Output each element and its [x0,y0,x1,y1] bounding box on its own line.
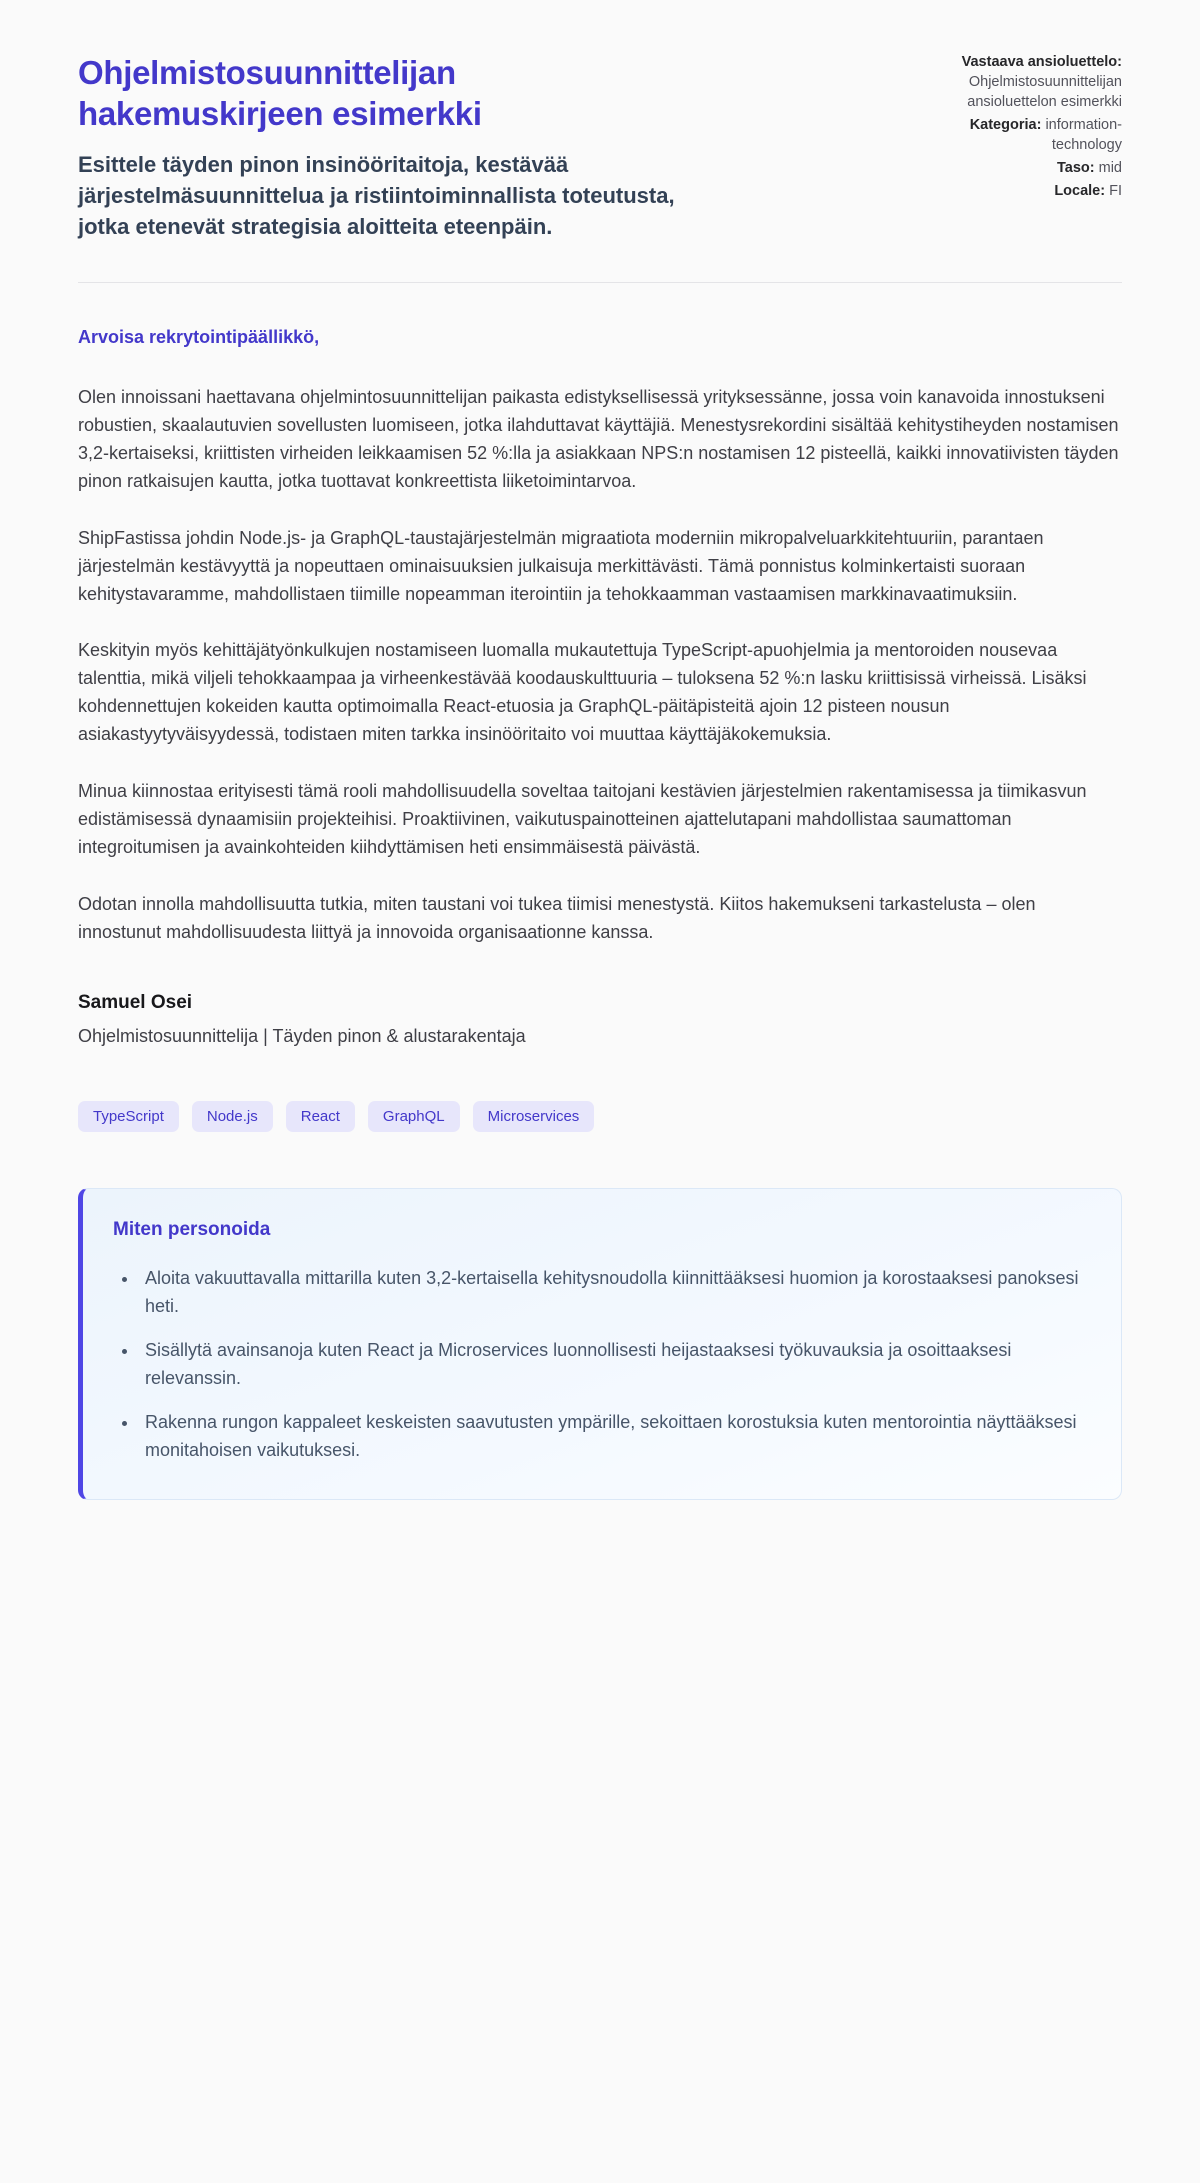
tips-title: Miten personoida [113,1219,271,1241]
signature-name: Samuel Osei [78,992,193,1014]
skill-tag-react: React [286,1101,355,1132]
meta-value-locale: FI [1109,183,1122,199]
cover-letter-page [78,0,1122,1500]
meta-row-level [940,158,1122,178]
signature-role: Ohjelmistosuunnittelija | Täyden pinon & alustarakentaja [78,1026,526,1047]
letter-paragraph-3: Keskityin myös kehittäjätyönkulkujen nostamiseen luomalla mukautettuja TypeScript-apuohjelmia ja mentoroiden nousevaa talenttia, mikä viljeli tehokkaampaa ja virheenkestävää koodauskulttuuria – tuloksena 52 %:n lasku kriittisissä virheissä. Lisäksi kohdennettujen kokeiden kautta optimoimalla React-etuosia ja GraphQL-päitäpisteitä ajoin 12 pisteen nousun asiakastyytyväisyydessä, todistaen miten tarkka insinööritaito voi muuttaa käyttäjäkokemuksia. [78,640,1087,745]
skill-tag-nodejs: Node.js [192,1101,273,1132]
personalization-tips-box [78,1188,1122,1499]
meta-row-category [940,115,1122,155]
meta-label-level: Taso: [1056,160,1095,176]
skill-tags [78,1101,1122,1132]
cover-letter-body [78,327,1122,1132]
header-divider [78,282,1122,283]
tip-item-2: • Sisällytä avainsanoja kuten React ja Microservices luonnollisesti heijastaaksesi työkuvauksia ja osoittaaksesi relevanssin. [139,1337,1085,1393]
meta-row-matching-resume [940,52,1122,112]
tip-item-1: • Aloita vakuuttavalla mittarilla kuten 3,2-kertaisella kehitysnoudolla kiinnittääksesi huomion ja korostaaksesi panoksesi heti. [139,1265,1085,1321]
meta-label-category: Kategoria: [969,117,1042,133]
meta-label-locale: Locale: [1054,183,1106,199]
skill-tag-graphql: GraphQL [368,1101,460,1132]
letter-greeting: Arvoisa rekrytointipäällikkö, [78,327,320,348]
meta-value-level: mid [1098,160,1122,176]
page-title: Ohjelmistosuunnittelijan hakemuskirjeen esimerkki [78,54,482,133]
meta-row-locale [940,181,1122,201]
letter-paragraph-5: Odotan innolla mahdollisuutta tutkia, miten taustani voi tukea tiimisi menestystä. Kiitos hakemukseni tarkastelusta – olen innostunut mahdollisuudesta liittyä ja innovoida organisaationne kanssa. [78,893,1036,942]
page-header [78,52,1122,242]
meta-value-category: information-technology [1045,117,1122,153]
letter-paragraph-4: Minua kiinnostaa erityisesti tämä rooli mahdollisuudella soveltaa taitojani kestävien järjestelmien rakentamisessa ja tiimikasvun edistämisessä dynaamisiin projekteihisi. Proaktiivinen, vaikutuspainotteinen ajattelutapani mahdollistaa saumattoman integroitumisen ja avainkohteiden kiihdyttämisen heti ensimmäisestä päivästä. [78,781,1087,857]
page-subtitle: Esittele täyden pinon insinööritaitoja, kestävää järjestelmäsuunnittelua ja ristiintoiminnallista toteutusta, jotka etenevät strategisia aloitteita eteenpäin. [78,151,675,239]
meta-value-matching-resume: Ohjelmistosuunnittelijan ansioluettelon esimerkki [967,74,1122,110]
skill-tag-microservices: Microservices [473,1101,595,1132]
meta-panel [940,52,1122,242]
header-text-block [78,52,688,242]
letter-paragraph-2: ShipFastissa johdin Node.js- ja GraphQL-taustajärjestelmän migraatiota moderniin mikropalveluarkkitehtuuriin, parantaen järjestelmän kestävyyttä ja nopeuttaen ominaisuuksien julkaisuja merkittävästi. Tämä ponnistus kolminkertaisti suoraan kehitystavaramme, mahdollistaen tiimille nopeamman iterointiin ja tehokkaamman vastaamisen markkinavaatimuksiin. [78,527,1044,604]
tip-item-3: • Rakenna rungon kappaleet keskeisten saavutusten ympärille, sekoittaen korostuksia kuten mentorointia näyttääksesi monitahoisen vaikutuksesi. [139,1409,1085,1465]
meta-label-matching-resume: Vastaava ansioluettelo: [961,54,1122,70]
skill-tag-typescript: TypeScript [78,1101,179,1132]
letter-paragraph-1: Olen innoissani haettavana ohjelmintosuunnittelijan paikasta edistyksellisessä yrityksessänne, jossa voin kanavoida innostukseni robustien, skaalautuvien sovellusten luomiseen, jotka ilahduttavat käyttäjiä. Menestysrekordini sisältää kehitystiheyden nostamisen 3,2-kertaiseksi, kriittisten virheiden leikkaamisen 52 %:lla ja asiakkaan NPS:n nostamisen 12 pisteellä, kaikki innovatiivisten täyden pinon ratkaisujen kautta, jotka tuottavat konkreettista liiketoimintarvoa. [78,387,1119,491]
tips-list [139,1265,1085,1464]
